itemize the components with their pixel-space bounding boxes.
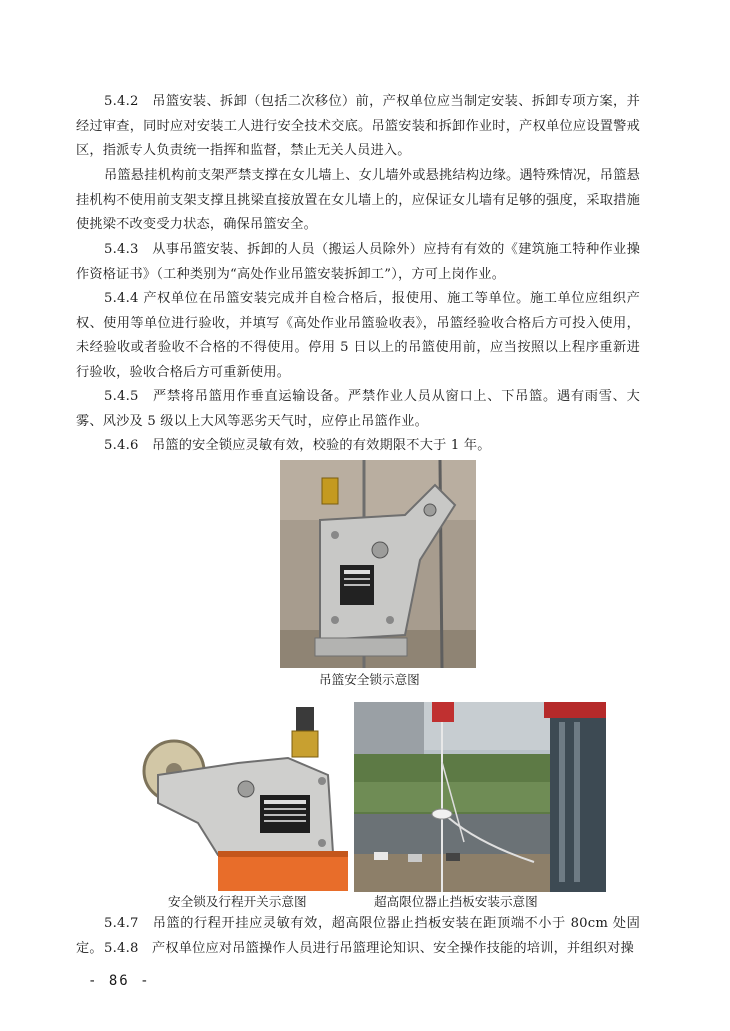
paragraph-text: 5.4.5 严禁将吊篮用作垂直运输设备。严禁作业人员从窗口上、下吊篮。遇有雨雪、大雾、风沙及 5 级以上大风等恶劣天气时，应停止吊篮作业。 <box>76 389 640 429</box>
paragraph-text: 5.4.3 从事吊篮安装、拆卸的人员（搬运人员除外）应持有有效的《建筑施工特种作业操作资格证书》（工种类别为“高处作业吊篮安装拆卸工”），方可上岗作业。 <box>76 242 640 282</box>
lock-switch-photo <box>138 703 348 891</box>
paragraph-5-4-6 <box>76 434 640 459</box>
paragraph-text: 5.4.7 吊篮的行程开挂应灵敏有效，超高限位器止挡板安装在距顶端不小于 80cm 处固定。 <box>76 916 640 956</box>
paragraph-text: 5.4.6 吊篮的安全锁应灵敏有效，校验的有效期限不大于 1 年。 <box>104 438 491 453</box>
paragraph-text: 5.4.8 产权单位应对吊篮操作人员进行吊篮理论知识、安全操作技能的培训，并组织对操 <box>104 941 634 956</box>
lock-switch-caption: 安全锁及行程开关示意图 <box>168 894 307 909</box>
limiter-photo <box>354 702 606 892</box>
safety-lock-caption: 吊篮安全锁示意图 <box>319 672 420 687</box>
paragraph-text: 吊篮悬挂机构前支架严禁支撑在女儿墙上、女儿墙外或悬挑结构边缘。遇特殊情况，吊篮悬挂机构不使用前支架支撑且挑梁直接放置在女儿墙上的，应保证女儿墙有足够的强度，采取措施使挑梁不改变受力状态，确保吊篮安全。 <box>76 168 640 232</box>
paragraph-text: 5.4.4 产权单位在吊篮安装完成并自检合格后，报使用、施工等单位。施工单位应组织产权、使用等单位进行验收，并填写《高处作业吊篮验收表》，吊篮经验收合格后方可投入使用，未经验收或者验收不合格的不得使用。停用 5 日以上的吊篮使用前，应当按照以上程序重新进行验收，验收合格后方可重新使用。 <box>76 291 640 380</box>
paragraph-5-4-5 <box>76 385 640 434</box>
paragraph-5-4-8 <box>76 937 640 961</box>
paragraph-text: 5.4.2 吊篮安装、拆卸（包括二次移位）前，产权单位应当制定安装、拆卸专项方案，并经过审查，同时应对安装工人进行安全技术交底。吊篮安装和拆卸作业时，产权单位应设置警戒区，指派专人负责统一指挥和监督，禁止无关人员进入。 <box>76 94 640 158</box>
page-number: - 86 - <box>88 973 151 989</box>
paragraph-5-4-2 <box>76 90 640 164</box>
limiter-caption: 超高限位器止挡板安装示意图 <box>374 894 538 909</box>
paragraph-5-4-4 <box>76 287 640 385</box>
safety-lock-photo <box>280 460 476 668</box>
paragraph-5-4-3 <box>76 238 640 287</box>
paragraph-suspension-mechanism <box>76 164 640 238</box>
